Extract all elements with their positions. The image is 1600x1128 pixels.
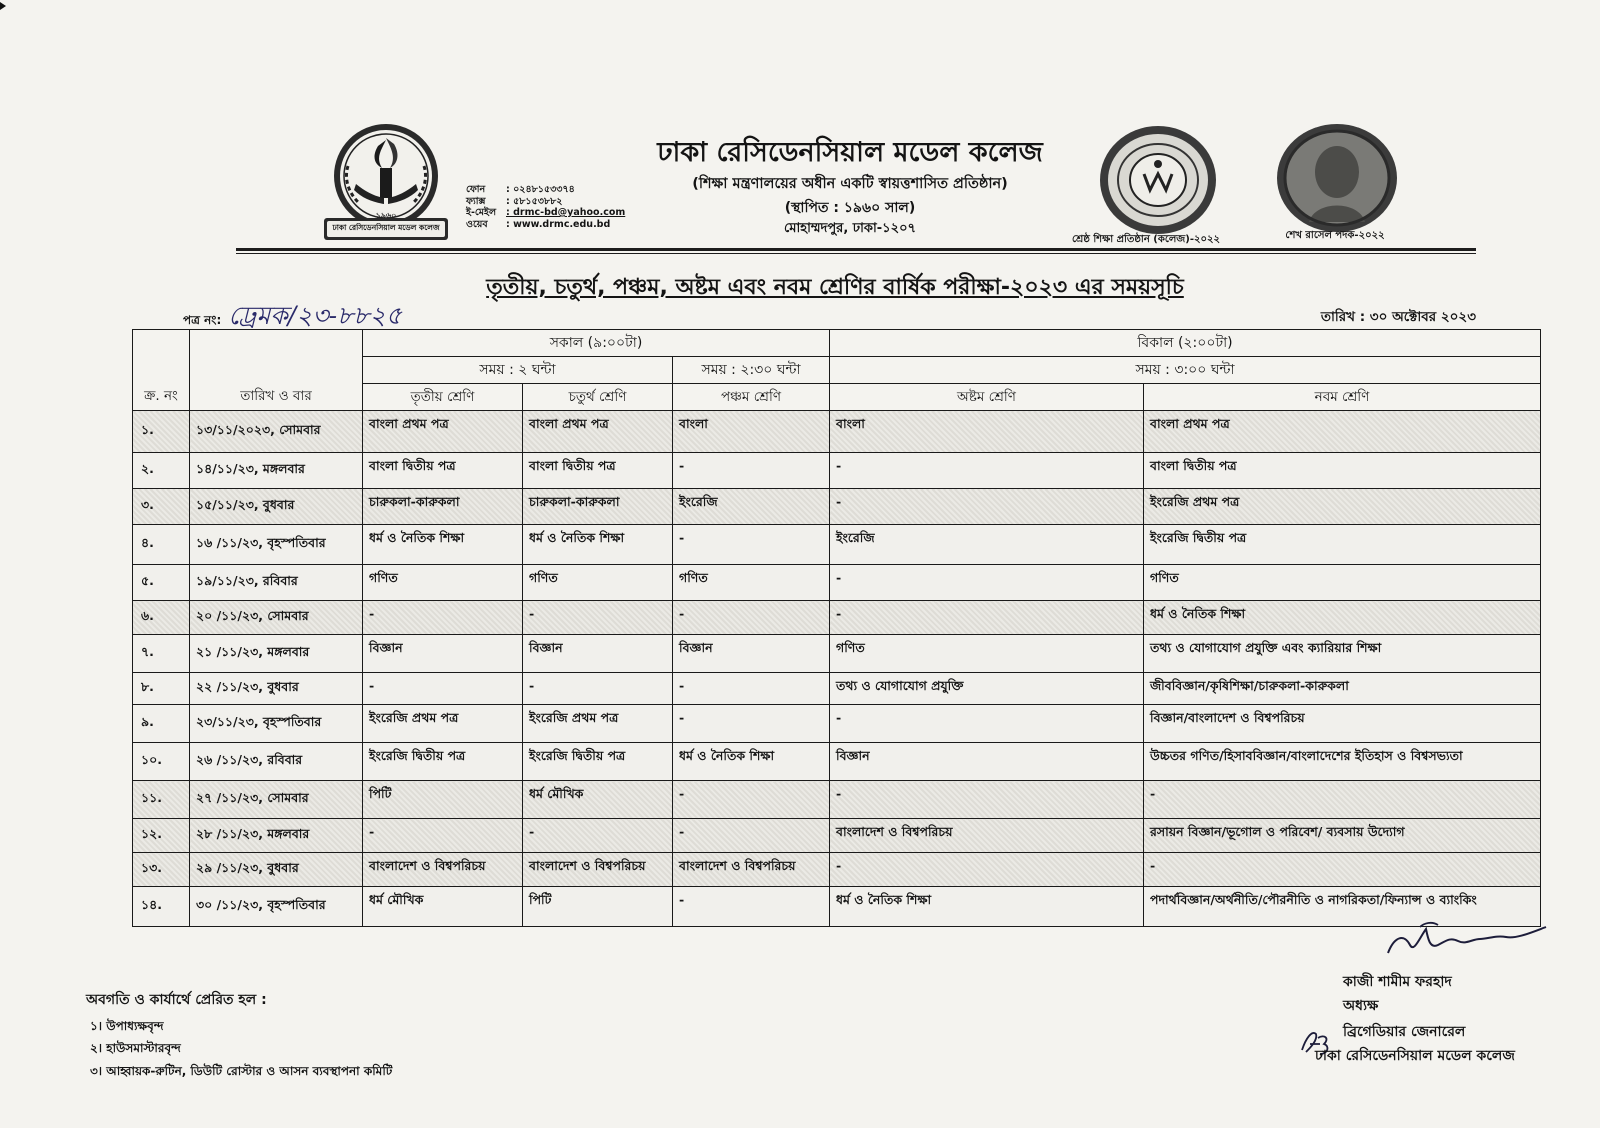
class-9-cell: গণিত — [1144, 565, 1541, 601]
date-cell: ৩০ /১১/২৩, বৃহস্পতিবার — [190, 887, 363, 927]
class-5-cell: - — [673, 781, 830, 819]
class-3-cell: চারুকলা-কারুকলা — [363, 489, 523, 525]
class-9-cell: জীববিজ্ঞান/কৃষিশিক্ষা/চারুকলা-কারুকলা — [1144, 673, 1541, 705]
date-cell: ১৯/১১/২৩, রবিবার — [190, 565, 363, 601]
serial-cell: ১২. — [133, 819, 190, 853]
class-9-cell: উচ্চতর গণিত/হিসাববিজ্ঞান/বাংলাদেশের ইতিহাস ও বিশ্বসভ্যতা — [1144, 743, 1541, 781]
class-4-cell: - — [523, 601, 673, 635]
class-4-cell: ইংরেজি প্রথম পত্র — [523, 705, 673, 743]
college-address: মোহাম্মদপুর, ঢাকা-১২০৭ — [784, 221, 916, 236]
class-9-cell: - — [1144, 781, 1541, 819]
header-serial — [133, 330, 190, 384]
table-row — [133, 489, 1541, 525]
class-4-cell: - — [523, 819, 673, 853]
serial-cell: ৬. — [133, 601, 190, 635]
header-duration-2-30h: সময় : ২:৩০ ঘন্টা — [673, 357, 830, 384]
college-name: ঢাকা রেসিডেনসিয়াল মডেল কলেজ — [657, 137, 1043, 168]
table-row — [133, 635, 1541, 673]
header-afternoon: বিকাল (২:০০টা) — [830, 330, 1541, 357]
class-5-cell: গণিত — [673, 565, 830, 601]
class-9-cell: ইংরেজি দ্বিতীয় পত্র — [1144, 525, 1541, 565]
exam-schedule — [132, 329, 1540, 927]
schedule-body — [133, 411, 1541, 927]
signatory-rank: ব্রিগেডিয়ার জেনারেল — [1343, 1024, 1466, 1040]
seal-2-caption: শেখ রাসেল পদক-২০২২ — [1285, 230, 1385, 241]
sheikh-russel-medal — [1275, 122, 1399, 234]
header-duration-2h: সময় : ২ ঘন্টা — [363, 357, 673, 384]
contact-phone-label: ফোন — [466, 184, 486, 195]
class-8-cell: - — [830, 489, 1144, 525]
serial-cell: ১০. — [133, 743, 190, 781]
cc-item: ৩। আহ্বায়ক-রুটিন, ডিউটি রোস্টার ও আসন ব্যবস্থাপনা কমিটি — [90, 1064, 393, 1078]
class-8-cell: - — [830, 705, 1144, 743]
date-cell: ২৬ /১১/২৩, রবিবার — [190, 743, 363, 781]
serial-cell: ৪. — [133, 525, 190, 565]
signatory-name: কাজী শামীম ফরহাদ — [1343, 974, 1452, 990]
class-4-cell: বিজ্ঞান — [523, 635, 673, 673]
header-class-8: অষ্টম শ্রেণি — [830, 384, 1144, 411]
memo-number: ঢ্রেমক/২৩-৮৮২৫ — [228, 301, 403, 330]
serial-cell: ৭. — [133, 635, 190, 673]
class-3-cell: বাংলাদেশ ও বিশ্বপরিচয় — [363, 853, 523, 887]
date-cell: ২২ /১১/২৩, বুধবার — [190, 673, 363, 705]
signatory-college: ঢাকা রেসিডেনসিয়াল মডেল কলেজ — [1315, 1048, 1515, 1064]
class-4-cell: পিটি — [523, 887, 673, 927]
class-5-cell: বাংলাদেশ ও বিশ্বপরিচয় — [673, 853, 830, 887]
class-3-cell: ধর্ম মৌখিক — [363, 887, 523, 927]
serial-cell: ৫. — [133, 565, 190, 601]
class-3-cell: ইংরেজি দ্বিতীয় পত্র — [363, 743, 523, 781]
serial-cell: ৩. — [133, 489, 190, 525]
class-8-cell: বাংলাদেশ ও বিশ্বপরিচয় — [830, 819, 1144, 853]
cc-title: অবগতি ও কার্যার্থে প্রেরিত হল : — [86, 992, 267, 1008]
class-3-cell: ধর্ম ও নৈতিক শিক্ষা — [363, 525, 523, 565]
table-row — [133, 565, 1541, 601]
header-class-4: চতুর্থ শ্রেণি — [523, 384, 673, 411]
class-5-cell: বাংলা — [673, 411, 830, 453]
table-row — [133, 601, 1541, 635]
class-4-cell: বাংলা দ্বিতীয় পত্র — [523, 453, 673, 489]
class-3-cell: পিটি — [363, 781, 523, 819]
class-5-cell: - — [673, 705, 830, 743]
class-3-cell: বাংলা দ্বিতীয় পত্র — [363, 453, 523, 489]
class-9-cell: তথ্য ও যোগাযোগ প্রযুক্তি এবং ক্যারিয়ার শিক্ষা — [1144, 635, 1541, 673]
serial-cell: ২. — [133, 453, 190, 489]
contact-web — [466, 219, 666, 231]
class-4-cell: বাংলাদেশ ও বিশ্বপরিচয় — [523, 853, 673, 887]
date-cell: ২৩/১১/২৩, বৃহস্পতিবার — [190, 705, 363, 743]
class-8-cell: বাংলা — [830, 411, 1144, 453]
class-8-cell: গণিত — [830, 635, 1144, 673]
table-row — [133, 887, 1541, 927]
class-9-cell: বাংলা প্রথম পত্র — [1144, 411, 1541, 453]
class-9-cell: বিজ্ঞান/বাংলাদেশ ও বিশ্বপরিচয় — [1144, 705, 1541, 743]
class-3-cell: - — [363, 601, 523, 635]
class-5-cell: - — [673, 453, 830, 489]
serial-cell: ৮. — [133, 673, 190, 705]
class-4-cell: চারুকলা-কারুকলা — [523, 489, 673, 525]
class-4-cell: গণিত — [523, 565, 673, 601]
class-3-cell: ইংরেজি প্রথম পত্র — [363, 705, 523, 743]
table-row — [133, 781, 1541, 819]
contact-block — [466, 184, 666, 230]
header-class-9: নবম শ্রেণি — [1144, 384, 1541, 411]
contact-web-value[interactable]: : www.drmc.edu.bd — [506, 218, 611, 230]
class-5-cell: - — [673, 525, 830, 565]
class-3-cell: বিজ্ঞান — [363, 635, 523, 673]
college-subtitle: (শিক্ষা মন্ত্রণালয়ের অধীন একটি স্বায়ত্তশাসিত প্রতিষ্ঠান) — [692, 176, 1008, 192]
class-8-cell: বিজ্ঞান — [830, 743, 1144, 781]
header-serial-label: ক্র. নং — [133, 384, 190, 411]
contact-fax — [466, 196, 666, 208]
serial-cell: ১. — [133, 411, 190, 453]
schedule-table — [132, 329, 1541, 927]
class-8-cell: তথ্য ও যোগাযোগ প্রযুক্তি — [830, 673, 1144, 705]
class-9-cell: ধর্ম ও নৈতিক শিক্ষা — [1144, 601, 1541, 635]
contact-email-link[interactable]: : drmc-bd@yahoo.com — [506, 207, 626, 218]
date-cell: ১৫/১১/২৩, বুধবার — [190, 489, 363, 525]
date-cell: ১৩/১১/২০২৩, সোমবার — [190, 411, 363, 453]
class-8-cell: - — [830, 853, 1144, 887]
contact-web-label: ওয়েব — [466, 218, 488, 230]
date-cell: ২১ /১১/২৩, মঙ্গলবার — [190, 635, 363, 673]
class-8-cell: - — [830, 601, 1144, 635]
class-5-cell: - — [673, 819, 830, 853]
class-9-cell: রসায়ন বিজ্ঞান/ভূগোল ও পরিবেশ/ ব্যবসায় উদ্যোগ — [1144, 819, 1541, 853]
seal-1-caption: শ্রেষ্ঠ শিক্ষা প্রতিষ্ঠান (কলেজ)-২০২২ — [1072, 234, 1220, 245]
table-row — [133, 853, 1541, 887]
date-cell: ২৯ /১১/২৩, বুধবার — [190, 853, 363, 887]
signatory-role: অধ্যক্ষ — [1343, 998, 1379, 1014]
document-title: তৃতীয়, চতুর্থ, পঞ্চম, অষ্টম এবং নবম শ্রেণির বার্ষিক পরীক্ষা-২০২৩ এর সময়সূচি — [486, 275, 1184, 300]
header-rule — [236, 248, 1476, 251]
class-8-cell: ইংরেজি — [830, 525, 1144, 565]
header-morning: সকাল (৯:০০টা) — [363, 330, 830, 357]
memo-label: পত্র নং: — [183, 313, 222, 327]
class-5-cell: - — [673, 601, 830, 635]
class-5-cell: - — [673, 887, 830, 927]
class-3-cell: গণিত — [363, 565, 523, 601]
date-cell: ২৮ /১১/২৩, মঙ্গলবার — [190, 819, 363, 853]
class-8-cell: - — [830, 453, 1144, 489]
class-4-cell: ধর্ম ও নৈতিক শিক্ষা — [523, 525, 673, 565]
class-8-cell: - — [830, 565, 1144, 601]
header-rule-thin — [236, 253, 1476, 254]
class-9-cell: পদার্থবিজ্ঞান/অর্থনীতি/পৌরনীতি ও নাগরিকতা/ফিন্যান্স ও ব্যাংকিং — [1144, 887, 1541, 927]
class-4-cell: বাংলা প্রথম পত্র — [523, 411, 673, 453]
class-3-cell: - — [363, 673, 523, 705]
contact-phone-value: : ০২৪৮১৫৩৩৭৪ — [506, 184, 575, 195]
class-9-cell: বাংলা দ্বিতীয় পত্র — [1144, 453, 1541, 489]
serial-cell: ১৩. — [133, 853, 190, 887]
logo-banner-text: ঢাকা রেসিডেনসিয়াল মডেল কলেজ — [332, 223, 440, 232]
class-5-cell: ধর্ম ও নৈতিক শিক্ষা — [673, 743, 830, 781]
contact-email — [466, 207, 666, 219]
date-cell: ২০ /১১/২৩, সোমবার — [190, 601, 363, 635]
table-row — [133, 705, 1541, 743]
principal-signature — [1380, 915, 1550, 965]
header-date-label: তারিখ ও বার — [190, 384, 363, 411]
logo-year: ১৯৬০ — [375, 211, 397, 220]
class-5-cell: বিজ্ঞান — [673, 635, 830, 673]
contact-fax-value: : ৫৮১৫৩৮৮২ — [506, 195, 563, 207]
table-row — [133, 819, 1541, 853]
best-institution-seal — [1098, 124, 1218, 236]
serial-cell: ১৪. — [133, 887, 190, 927]
date-cell: ১৪/১১/২৩, মঙ্গলবার — [190, 453, 363, 489]
class-5-cell: - — [673, 673, 830, 705]
table-row — [133, 525, 1541, 565]
class-4-cell: - — [523, 673, 673, 705]
table-row — [133, 453, 1541, 489]
header-duration-3h: সময় : ৩:০০ ঘন্টা — [830, 357, 1541, 384]
header-class-3: তৃতীয় শ্রেণি — [363, 384, 523, 411]
class-8-cell: ধর্ম ও নৈতিক শিক্ষা — [830, 887, 1144, 927]
serial-cell: ৯. — [133, 705, 190, 743]
class-3-cell: - — [363, 819, 523, 853]
contact-email-label: ই-মেইল — [466, 207, 497, 218]
contact-phone — [466, 184, 666, 196]
class-4-cell: ইংরেজি দ্বিতীয় পত্র — [523, 743, 673, 781]
serial-cell: ১১. — [133, 781, 190, 819]
class-4-cell: ধর্ম মৌখিক — [523, 781, 673, 819]
college-established: (স্থাপিত : ১৯৬০ সাল) — [784, 200, 916, 216]
date-cell: ২৭ /১১/২৩, সোমবার — [190, 781, 363, 819]
table-row — [133, 411, 1541, 453]
corner-mark — [0, 0, 10, 12]
class-5-cell: ইংরেজি — [673, 489, 830, 525]
class-3-cell: বাংলা প্রথম পত্র — [363, 411, 523, 453]
cc-item: ১। উপাধ্যক্ষবৃন্দ — [90, 1019, 164, 1033]
table-row — [133, 743, 1541, 781]
table-row — [133, 673, 1541, 705]
header-class-5: পঞ্চম শ্রেণি — [673, 384, 830, 411]
cc-item: ২। হাউসমাস্টারবৃন্দ — [90, 1041, 181, 1055]
contact-fax-label: ফ্যাক্স — [466, 195, 486, 207]
class-9-cell: - — [1144, 853, 1541, 887]
date-cell: ১৬ /১১/২৩, বৃহস্পতিবার — [190, 525, 363, 565]
class-9-cell: ইংরেজি প্রথম পত্র — [1144, 489, 1541, 525]
class-8-cell: - — [830, 781, 1144, 819]
document-date: তারিখ : ৩০ অক্টোবর ২০২৩ — [1320, 309, 1476, 325]
header-date — [190, 330, 363, 384]
